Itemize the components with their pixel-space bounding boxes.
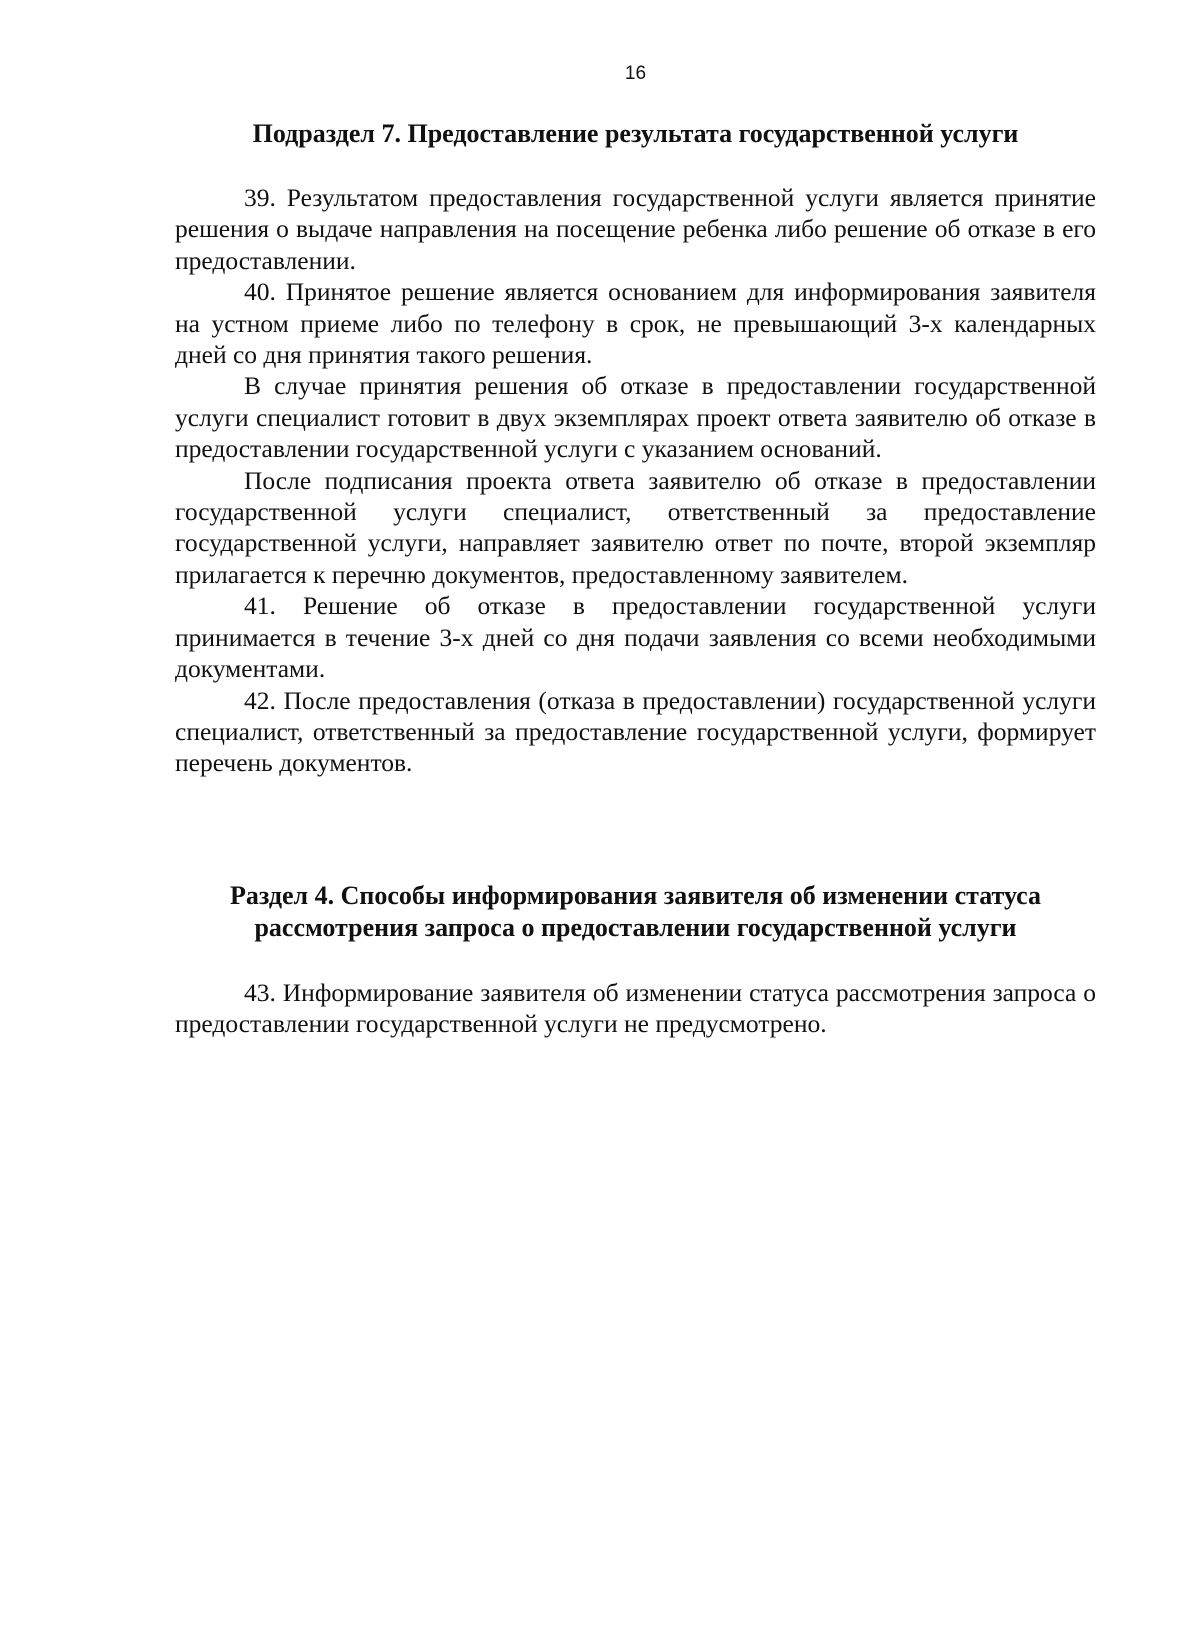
subsection-heading: Подраздел 7. Предоставление результата государственной услуги [252,119,1019,148]
paragraph-41: 41. Решение об отказе в предоставлении государственной услуги принимается в течение 3-х дней со дня подачи заявления со всеми необходимыми документами. [175,591,1096,684]
paragraph-42: 42. После предоставления (отказа в предоставлении) государственной услуги специалист, ответственный за предоставление государственной услуги, формирует перечень документов. [175,685,1096,778]
section-heading-line-1: Раздел 4. Способы информирования заявителя об изменении статуса [229,881,1042,910]
paragraph-refusal-case: В случае принятия решения об отказе в предоставлении государственной услуги специалист готовит в двух экземплярах проект ответа заявителю об отказе в предоставлении государственной услуги с указанием оснований. [175,371,1096,464]
page-number: 16 [624,63,647,84]
subsection-7-body [175,182,1096,779]
section-4-body [175,977,1096,1040]
section-heading [135,880,1136,944]
paragraph-after-signing: После подписания проекта ответа заявителю об отказе в предоставлении государственной услуги специалист, ответственный за предоставление государственной услуги, направляет заявителю ответ по почте, второй экземпляр прилагается к перечню документов, предоставленному заявителем. [175,465,1096,589]
paragraph-43: 43. Информирование заявителя об изменении статуса рассмотрения запроса о предоставлении государственной услуги не предусмотрено. [175,978,1096,1039]
section-heading-line-2: рассмотрения запроса о предоставлении государственной услуги [254,913,1017,942]
paragraph-39: 39. Результатом предоставления государственной услуги является принятие решения о выдаче направления на посещение ребенка либо решение об отказе в его предоставлении. [175,183,1096,275]
paragraph-40: 40. Принятое решение является основанием для информирования заявителя на устном приеме либо по телефону в срок, не превышающий 3-х календарных дней со дня принятия такого решения. [175,277,1096,370]
